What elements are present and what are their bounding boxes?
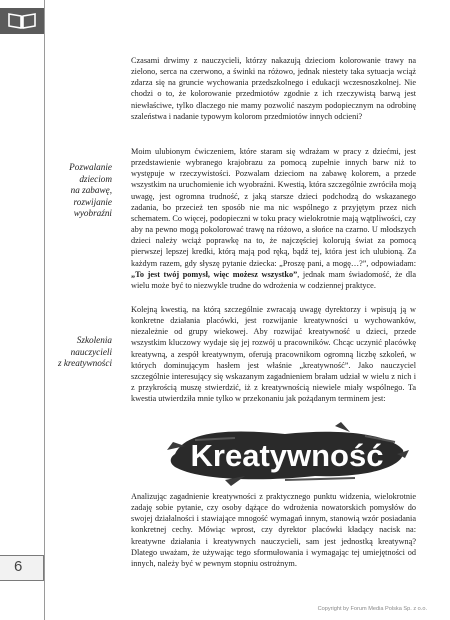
paragraph-text: Czasami drwimy z nauczycieli, którzy nakazują dzieciom kolorowanie trawy na zielono, serca na czerwono, a świnki na różowo, jednak niestety taka sytuacja wciąż zdarza się na gruncie wychowania przedszkolnego i edukacji wczesnoszkolnej. Nie chodzi o to, że kolorowanie przedmiotów zgodnie z ich rzeczywistą barwą jest niewłaściwe, tylko dlaczego nie mamy pozwolić naszym podopiecznym na odrobinę szaleństwa i nadanie typowym kolorom przedmiotów innych odcieni? bbox=[131, 56, 416, 121]
paragraph-text: Kolejną kwestią, na którą szczególnie zwracają uwagę dyrektorzy i wpisują ją w konkretne działania placówki, jest rozwijanie kreatywności u wychowanków, niezależnie od grupy wiekowej. Aby rozwijać kreatywność u dzieci, przede wszystkim kluczowy wydaje się jej rozwój u pracowników. Chcąc uczynić placówkę kreatywną, a zespół kreatywnym, oferują pracownikom ogromną liczbę szkoleń, w których dominującym hasłem jest właśnie „kreatywność”. Jako nauczyciel szczególnie interesujący się wskazanym zagadnieniem brałam udział w wielu z nich i z przykrością muszę stwierdzić, iż z kreatywnością niewiele miały wspólnego. Ta kwestia utwierdziła mnie tylko w przekonaniu jak pożądanym terminem jest: bbox=[131, 305, 416, 404]
kreatywnosc-logo bbox=[165, 420, 410, 488]
paragraph-text-part: Moim ulubionym ćwiczeniem, które staram się wdrażam w pracy z dziećmi, jest przedstawienie wybranego krajobrazu za pomocą zupełnie innych barw niż to występuje w rzeczywistości. Pozwalam dzieciom na zabawę kolorem, a przede wszystkim na uruchomienie ich wyobraźni. Kwestią, która szczególnie zwróciła moją uwagę, jest ogromna trudność, z jaką starsze dzieci podchodzą do wskazanego zadania, bo przecież ten sposób nie ma nic wspólnego z przyjętym przez nich schematem. Co więcej, podopieczni w toku pracy wielokrotnie mają wątpliwości, czy aby na pewno mogą pokolorować trawę na różowo, a słońce na czarno. U młodszych dzieci należy wciąż poprawkę na to, że najczęściej kolorują świat za pomocą pierwszej lepszej kredki, którą mają pod ręką, bądź tej, która jest ich ulubioną. Za każdym razem, gdy słyszę pytanie dziecka: „Proszę pani, a mogę…?”, odpowiadam: bbox=[131, 147, 416, 268]
margin-note-line: wyobraźni bbox=[73, 208, 112, 218]
sidebar-rule bbox=[44, 0, 45, 620]
copyright-footer: Copyright by Forum Media Polska Sp. z o.o. bbox=[317, 606, 427, 612]
page-number-box bbox=[0, 555, 44, 581]
page-number: 6 bbox=[14, 558, 23, 575]
margin-note-line: rozwijanie bbox=[73, 196, 112, 207]
margin-note-line: z kreatywności bbox=[57, 358, 112, 368]
margin-note-line: Pozwalanie bbox=[69, 162, 112, 172]
margin-note-imagination bbox=[42, 162, 112, 220]
paragraph-4 bbox=[131, 491, 416, 569]
paragraph-text-part: , jednak mam świadomość, że dla wielu może być to niezwykle trudne do wdrożenia w codziennej praktyce. bbox=[131, 269, 416, 290]
paragraph-text: Analizując zagadnienie kreatywności z praktycznego punktu widzenia, wielokrotnie zadaję sobie pytanie, czy osoby dążące do wdrożenia nowatorskich pomysłów do swojej działalności i stawiające mnogość wymagań innym, stanowią wzór posiadania konkretnej cechy. Mówiąc wprost, czy dyrektor placówki kładący nacisk na: kreatywne działania i kreatywnych nauczycieli, sam jest jednostką kreatywną? Dlatego uważam, że używając tego sformułowania i wymagając tej umiejętności od innych, należy być w pewnym stopniu ostrożnym. bbox=[131, 492, 416, 568]
margin-note-line: dzieciom bbox=[79, 173, 112, 184]
quote-bold: „To jest twój pomysł, więc możesz wszystko” bbox=[131, 269, 298, 279]
margin-note-line: nauczycieli bbox=[70, 346, 112, 357]
margin-note-line: Szkolenia bbox=[76, 335, 112, 345]
book-icon-box bbox=[0, 8, 44, 34]
paragraph-1 bbox=[131, 55, 416, 122]
paragraph-text bbox=[131, 146, 416, 291]
margin-note-line: na zabawę, bbox=[70, 185, 112, 195]
paragraph-2 bbox=[131, 146, 416, 291]
page-sidebar bbox=[0, 0, 45, 620]
open-book-icon bbox=[7, 12, 37, 30]
paragraph-3 bbox=[131, 304, 416, 404]
margin-note-training bbox=[42, 335, 112, 370]
logo-text: Kreatywność bbox=[190, 438, 384, 473]
